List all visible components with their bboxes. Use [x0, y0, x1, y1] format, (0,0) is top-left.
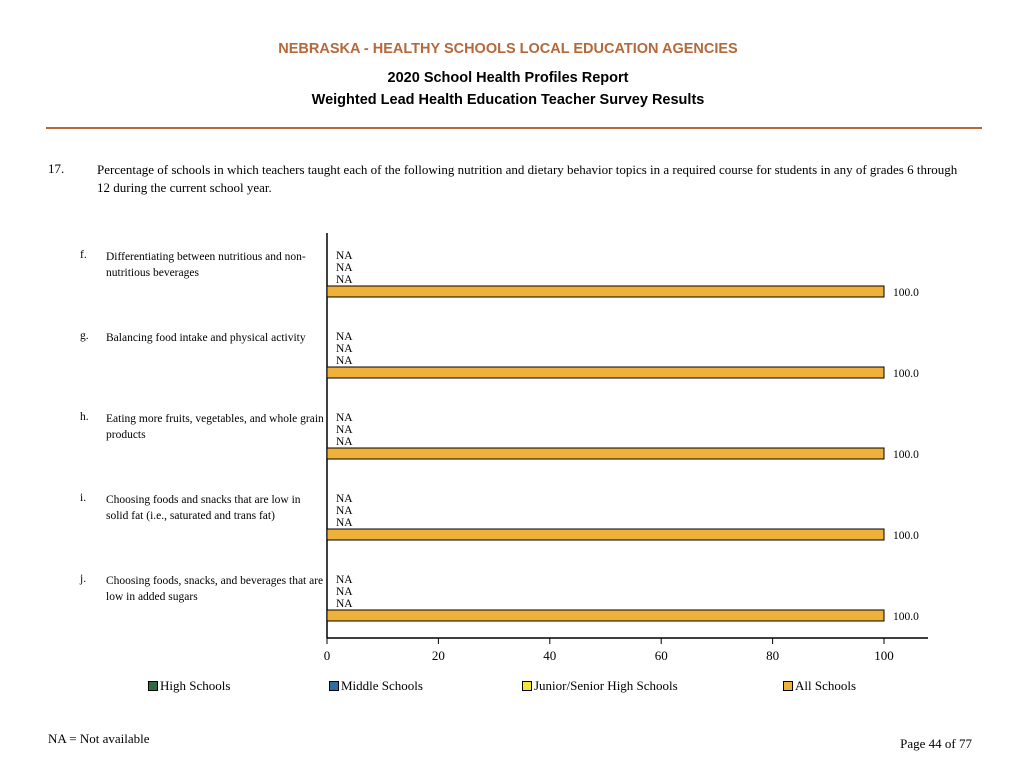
question-number: 17. [48, 161, 65, 176]
legend-label: Junior/Senior High Schools [534, 678, 678, 693]
bar-all-schools [327, 286, 884, 297]
report-subtitle: Weighted Lead Health Education Teacher Survey Results [311, 92, 705, 108]
legend-item [522, 678, 678, 694]
na-value-label: NA [336, 586, 353, 598]
category-label: Differentiating between nutritious and non-nutritious beverages [106, 251, 306, 279]
na-value-label: NA [336, 343, 353, 355]
category-label: Eating more fruits, vegetables, and whole grain products [106, 413, 324, 441]
question-text: Percentage of schools in which teachers taught each of the following nutrition and dietary behavior topics in a required course for students in any of grades 6 through 12 during the current school year. [97, 162, 958, 195]
na-value-label: NA [336, 424, 353, 436]
x-tick-label: 20 [431, 648, 445, 663]
na-value-label: NA [336, 517, 353, 529]
bar-value-label: 100.0 [893, 368, 919, 380]
na-value-label: NA [336, 505, 353, 517]
legend-label: All Schools [795, 678, 857, 693]
category-letter: f. [80, 249, 87, 261]
bar-value-label: 100.0 [893, 611, 919, 623]
legend-swatch [783, 681, 793, 691]
na-value-label: NA [336, 412, 353, 424]
legend-swatch [522, 681, 532, 691]
bar-value-label: 100.0 [893, 449, 919, 461]
page-number: Page 44 of 77 [900, 736, 972, 751]
na-value-label: NA [336, 262, 353, 274]
na-value-label: NA [336, 598, 353, 610]
na-value-label: NA [336, 250, 353, 262]
category-label: Choosing foods and snacks that are low in solid fat (i.e., saturated and trans fat) [106, 494, 301, 522]
bar-value-label: 100.0 [893, 287, 919, 299]
na-value-label: NA [336, 574, 353, 586]
agency-title: NEBRASKA - HEALTHY SCHOOLS LOCAL EDUCATION AGENCIES [278, 41, 738, 57]
bar-all-schools [327, 448, 884, 459]
category-letter: i. [80, 492, 87, 504]
legend-item [329, 678, 423, 694]
na-value-label: NA [336, 331, 353, 343]
bar-value-label: 100.0 [893, 530, 919, 542]
category-label: Balancing food intake and physical activity [106, 332, 306, 344]
legend-swatch [148, 681, 158, 691]
report-title: 2020 School Health Profiles Report [387, 70, 629, 86]
category-label: Choosing foods, snacks, and beverages that are low in added sugars [106, 575, 324, 603]
bar-all-schools [327, 529, 884, 540]
x-tick-label: 0 [323, 648, 331, 663]
category-letter: j. [80, 573, 87, 585]
x-tick-label: 80 [766, 648, 780, 663]
legend-label: Middle Schools [341, 678, 423, 693]
na-footnote: NA = Not available [48, 731, 150, 746]
legend-item [783, 678, 856, 694]
na-value-label: NA [336, 274, 353, 286]
legend-item [148, 678, 230, 694]
x-tick-label: 60 [654, 648, 668, 663]
na-value-label: NA [336, 493, 353, 505]
category-letter: g. [80, 330, 89, 342]
legend-label: High Schools [160, 678, 231, 693]
na-value-label: NA [336, 355, 353, 367]
bar-all-schools [327, 610, 884, 621]
legend-swatch [329, 681, 339, 691]
x-tick-label: 100 [874, 648, 894, 663]
category-letter: h. [80, 411, 89, 423]
na-value-label: NA [336, 436, 353, 448]
x-tick-label: 40 [543, 648, 557, 663]
bar-all-schools [327, 367, 884, 378]
